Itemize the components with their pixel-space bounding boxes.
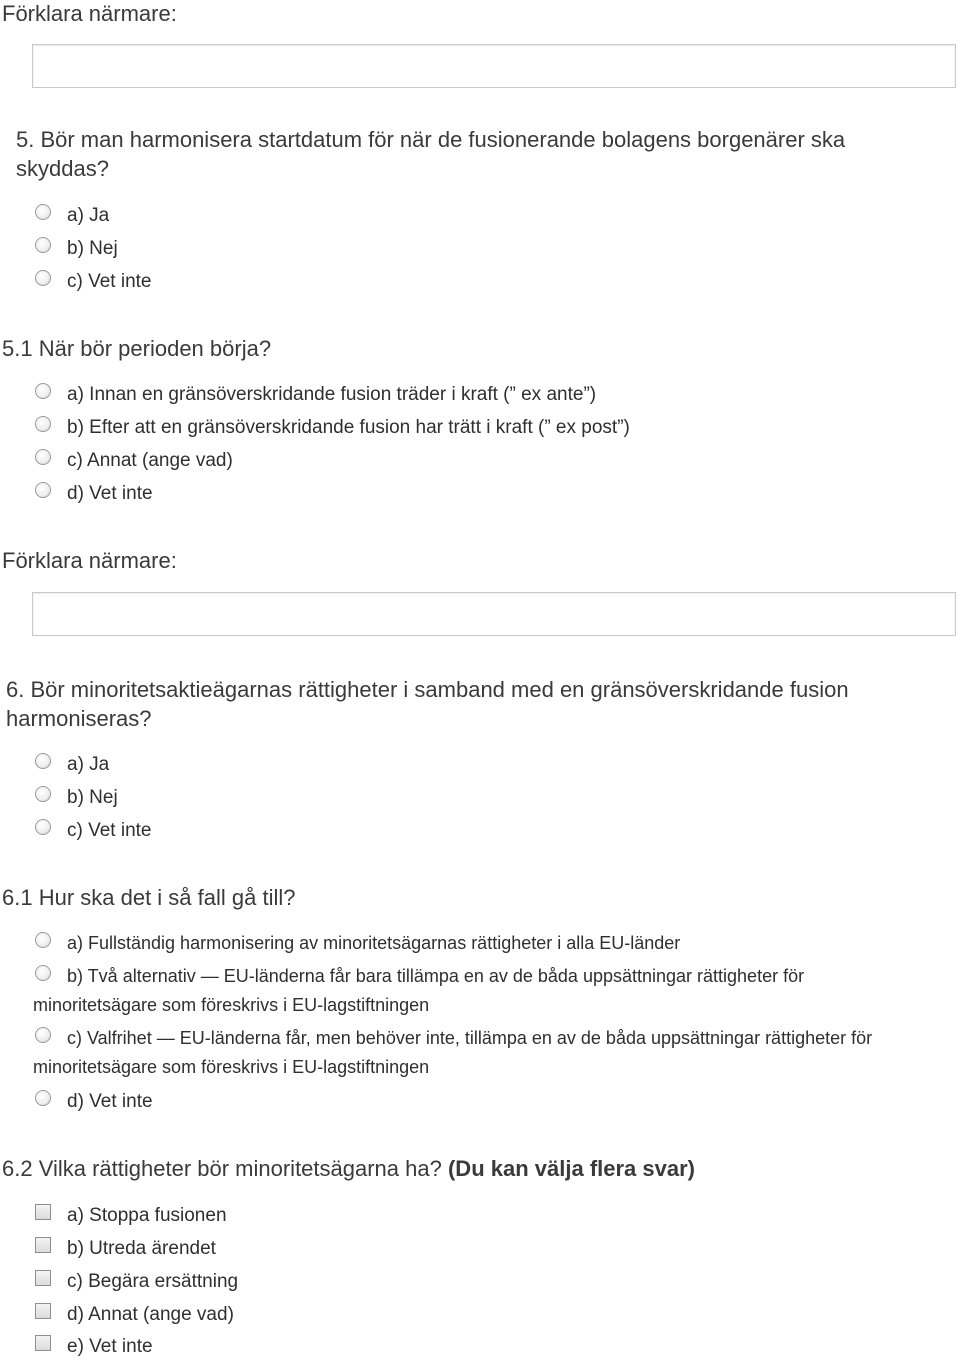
question-6-2-title [2,1155,695,1183]
q5-1-option-d: d) Vet inte [67,483,153,504]
radio-q5-b[interactable] [35,237,51,253]
q6-option-a: a) Ja [67,754,110,775]
q6-1-option-a: a) Fullständig harmonisering av minoritetsägarnas rättigheter i alla EU-länder [67,933,681,953]
question-5-title: 5. Bör man harmonisera startdatum för när de fusionerande bolagens borgenärer ska skyddas? [16,127,846,181]
radio-q6-a[interactable] [35,753,51,769]
explain-label: Förklara närmare: [2,1,177,26]
q6-2-option-c: c) Begära ersättning [67,1271,239,1292]
radio-q6-1-d[interactable] [35,1090,51,1106]
radio-q5-1-b[interactable] [35,416,51,432]
checkbox-q6-2-d[interactable] [35,1303,51,1319]
q6-1-option-b: b) Två alternativ — EU-länderna får bara tillämpa en av de båda uppsättningar rättigheter för minoritetsägare som föreskrivs i EU-lagstiftningen [33,966,805,1015]
radio-q6-c[interactable] [35,819,51,835]
q5-option-b: b) Nej [67,238,118,259]
checkbox-q6-2-e[interactable] [35,1335,51,1351]
q5-1-option-c: c) Annat (ange vad) [67,450,233,471]
q6-option-b: b) Nej [67,787,118,808]
question-5-1-title: 5.1 När bör perioden börja? [2,336,272,361]
explain-textbox-1[interactable] [32,44,956,88]
radio-q6-b[interactable] [35,786,51,802]
checkbox-q6-2-b[interactable] [35,1237,51,1253]
radio-q5-1-a[interactable] [35,383,51,399]
q6-1-option-c: c) Valfrihet — EU-länderna får, men behöver inte, tillämpa en av de båda uppsättningar rättigheter för minoritetsägare som föreskrivs i EU-lagstiftningen [33,1028,873,1077]
q6-1-option-d: d) Vet inte [67,1091,153,1112]
q6-2-option-a: a) Stoppa fusionen [67,1205,227,1226]
q5-1-option-a: a) Innan en gränsöverskridande fusion träder i kraft (” ex ante”) [67,384,597,405]
radio-q5-c[interactable] [35,270,51,286]
q6-2-option-e: e) Vet inte [67,1336,153,1357]
radio-q5-a[interactable] [35,204,51,220]
q5-option-a: a) Ja [67,205,110,226]
q5-1-option-b: b) Efter att en gränsöverskridande fusion har trätt i kraft (” ex post”) [67,417,630,438]
question-6-1-title: 6.1 Hur ska det i så fall gå till? [2,885,296,910]
explain-label-2: Förklara närmare: [2,548,177,573]
radio-q6-1-a[interactable] [35,932,51,948]
q6-2-option-d: d) Annat (ange vad) [67,1304,234,1325]
question-6-2-note: (Du kan välja flera svar) [447,1156,695,1181]
q6-2-option-b: b) Utreda ärendet [67,1238,216,1259]
checkbox-q6-2-a[interactable] [35,1204,51,1220]
radio-q5-1-d[interactable] [35,482,51,498]
radio-q5-1-c[interactable] [35,449,51,465]
q5-option-c: c) Vet inte [67,271,152,292]
checkbox-q6-2-c[interactable] [35,1270,51,1286]
explain-textbox-2[interactable] [32,592,956,636]
q6-option-c: c) Vet inte [67,820,152,841]
question-6-2-text: 6.2 Vilka rättigheter bör minoritetsägarna ha? [2,1156,442,1181]
question-6-title: 6. Bör minoritetsaktieägarnas rättigheter i samband med en gränsöverskridande fusion harmoniseras? [6,677,849,731]
